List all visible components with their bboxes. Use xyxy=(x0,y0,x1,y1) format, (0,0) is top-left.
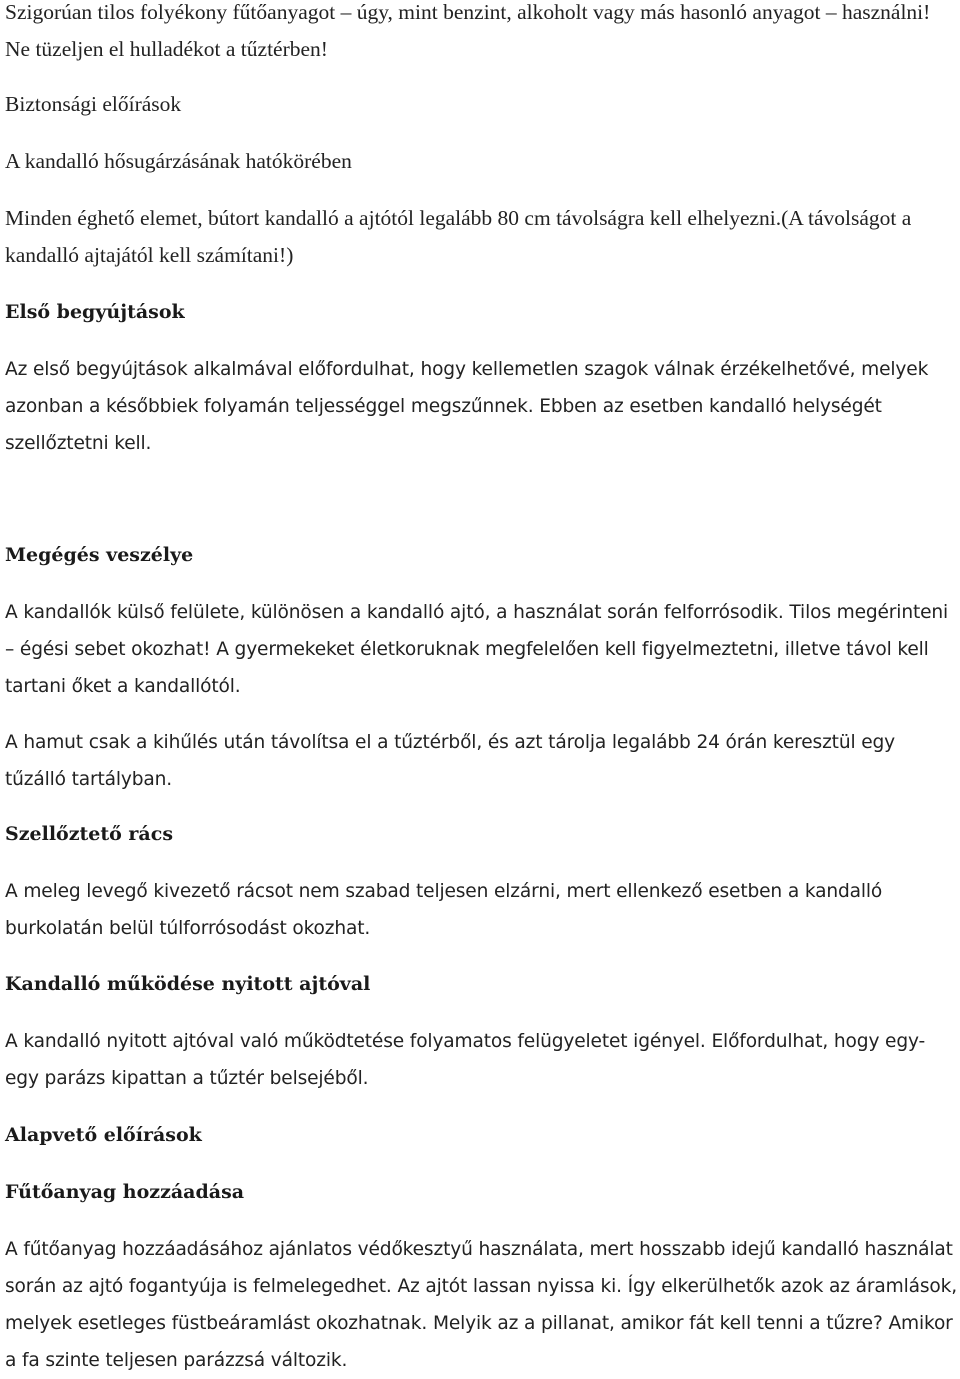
fuel-paragraph: A fűtőanyag hozzáadásához ajánlatos védőkesztyű használata, mert hosszabb idejű kandalló használat során az ajtó fogantyúja is felmelegedhet. Az ajtót lassan nyissa ki. Így elkerülhetők azok az áramlások, melyek esetleges füstbeáramlást okozhatnak. Melyik az a pillanat, amikor fát kell tenni a tűzre? Amikor a fa szinte teljesen parázzsá változik. xyxy=(5,1239,958,1371)
open-door-paragraph: A kandalló nyitott ajtóval való működtetése folyamatos felügyeletet igényel. Előfordulhat, hogy egy-egy parázs kipattan a tűztér belsejéből. xyxy=(5,1031,926,1089)
safety-heading: Biztonsági előírások xyxy=(5,92,182,116)
open-door-heading: Kandalló működése nyitott ajtóval xyxy=(5,973,371,995)
basics-heading: Alapvető előírások xyxy=(5,1124,202,1146)
fuel-heading: Fűtőanyag hozzáadása xyxy=(5,1181,245,1203)
safety-subheading: A kandalló hősugárzásának hatókörében xyxy=(5,149,352,173)
burn-risk-paragraph-1: A kandallók külső felülete, különösen a kandalló ajtó, a használat során felforrósodik. Tilos megérinteni – égési sebet okozhat! A gyermekeket életkoruknak megfelelően kell figyelmeztetni, illetve távol kell tartani őket a kandallótól. xyxy=(5,602,949,697)
burn-risk-heading: Megégés veszélye xyxy=(5,544,194,566)
first-firing-heading: Első begyújtások xyxy=(5,301,185,323)
safety-paragraph: Minden éghető elemet, bútort kandalló a ajtótól legalább 80 cm távolságra kell elhelyezni.(A távolságot a kandalló ajtajától kell számítani!) xyxy=(5,206,912,267)
vent-heading: Szellőztető rács xyxy=(5,823,174,845)
first-firing-paragraph: Az első begyújtások alkalmával előfordulhat, hogy kellemetlen szagok válnak érzékelhetővé, melyek azonban a későbbiek folyamán teljességgel megszűnnek. Ebben az esetben kandalló helységét szellőztetni kell. xyxy=(5,359,929,454)
intro-paragraph: Szigorúan tilos folyékony fűtőanyagot – úgy, mint benzint, alkoholt vagy más hasonló anyagot – használni! Ne tüzeljen el hulladékot a tűztérben! xyxy=(5,0,931,61)
burn-risk-paragraph-2: A hamut csak a kihűlés után távolítsa el a tűztérből, és azt tárolja legalább 24 órán keresztül egy tűzálló tartályban. xyxy=(5,732,896,790)
vent-paragraph: A meleg levegő kivezető rácsot nem szabad teljesen elzárni, mert ellenkező esetben a kandalló burkolatán belül túlforrósodást okozhat. xyxy=(5,881,883,939)
